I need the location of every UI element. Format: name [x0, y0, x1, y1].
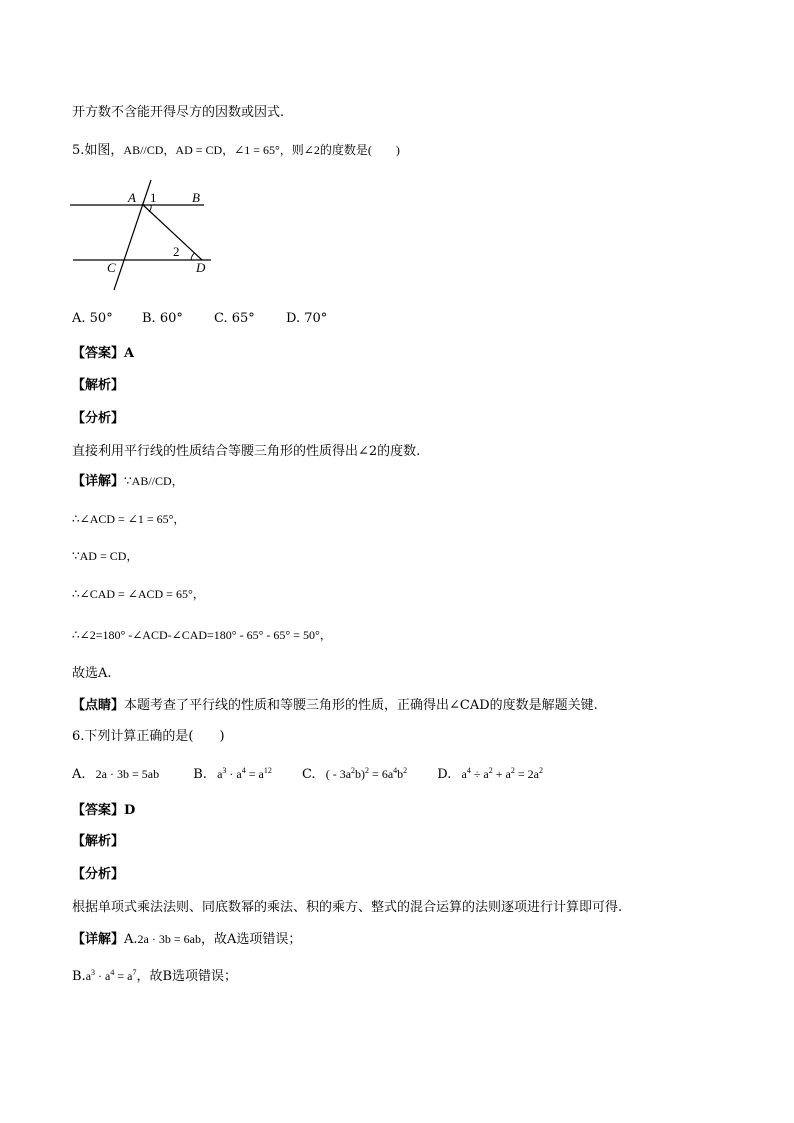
detail-line [72, 472, 184, 491]
geometry-figure [70, 174, 220, 294]
detail-line [72, 967, 237, 986]
answer-label: 【答案】D [72, 803, 136, 818]
analysis-text: 根据单项式乘法法则、同底数幂的乘法、积的乘方、整式的混合运算的法则逐项进行计算即可得. [72, 900, 623, 915]
option-a: A. 50° [72, 311, 113, 326]
label-1: 1 [150, 190, 157, 205]
option-a-expr: 2a · 3b = 5ab [95, 767, 160, 781]
explanation-label: 【解析】 [72, 834, 125, 849]
detail-label: 【详解】 [72, 932, 125, 947]
label-d: D [196, 260, 206, 275]
detail-line [72, 930, 301, 949]
option-b-label: B. [193, 767, 207, 782]
analysis-label: 【分析】 [72, 867, 125, 882]
question-5-options [72, 310, 327, 328]
label-b: B [192, 190, 200, 205]
angle-1-arc [149, 205, 151, 212]
option-b: B. 60° [142, 311, 183, 326]
text-line: 开方数不含能开得尽方的因数或因式. [72, 105, 285, 120]
detail-prefix: A. [124, 932, 138, 947]
explanation-label: 【解析】 [72, 378, 125, 393]
detail-step: ∴∠ACD = ∠1 = 65°， [72, 512, 186, 526]
comment-label: 【点睛】 [72, 698, 125, 713]
detail-label: 【详解】 [72, 474, 125, 489]
question-number: 5.如图， [72, 143, 124, 158]
detail-expr: $a^3 \cdot a^4 = a^7$ [85, 968, 137, 983]
detail-step: ∴∠CAD = ∠ACD = 65°， [72, 587, 205, 601]
comment-text: 本题考查了平行线的性质和等腰三角形的性质，正确得出∠CAD的度数是解题关键. [124, 698, 598, 713]
detail-suffix: ，故B选项错误； [136, 969, 237, 984]
analysis-text: 直接利用平行线的性质结合等腰三角形的性质得出∠2的度数. [72, 444, 421, 459]
choice-text: 故选A. [72, 666, 112, 681]
detail-prefix: B. [72, 969, 86, 984]
question-5-stem [72, 141, 400, 160]
option-d-label: D. [437, 767, 452, 782]
option-b-expr: $a^3 \cdot a^4 = a^{12}$ [217, 766, 272, 781]
comment-line [72, 697, 598, 715]
option-c-label: C. [301, 767, 316, 782]
angle-2-arc [191, 253, 195, 260]
detail-step: ∵AB//CD， [124, 474, 184, 488]
detail-suffix: ，故A选项错误； [200, 932, 302, 947]
detail-expr: 2a · 3b = 6ab [137, 932, 201, 946]
line-ad [142, 204, 202, 260]
label-2: 2 [173, 244, 180, 259]
question-6-stem: 6.下列计算正确的是( ) [72, 729, 225, 744]
option-c-expr: ( - $3a^2b)^2 = 6a^4b^2$ [325, 766, 408, 781]
option-d-expr: $a^4 \div a^2 + a^2 = 2a^2$ [461, 766, 543, 781]
option-d: D. 70° [286, 311, 328, 326]
detail-step: ∵AD = CD， [72, 549, 139, 563]
question-condition: AB//CD，AD = CD，∠1 = 65°，则∠2的度数是( ) [123, 143, 400, 157]
option-a-label: A. [72, 767, 86, 782]
analysis-label: 【分析】 [72, 411, 125, 426]
label-c: C [107, 260, 116, 275]
detail-step: ∴∠2=180° -∠ACD-∠CAD=180° - 65° - 65° = 50°， [72, 628, 332, 642]
question-6-options [72, 765, 543, 784]
answer-label: 【答案】A [72, 346, 135, 361]
option-c: C. 65° [214, 311, 255, 326]
label-a: A [128, 190, 136, 205]
